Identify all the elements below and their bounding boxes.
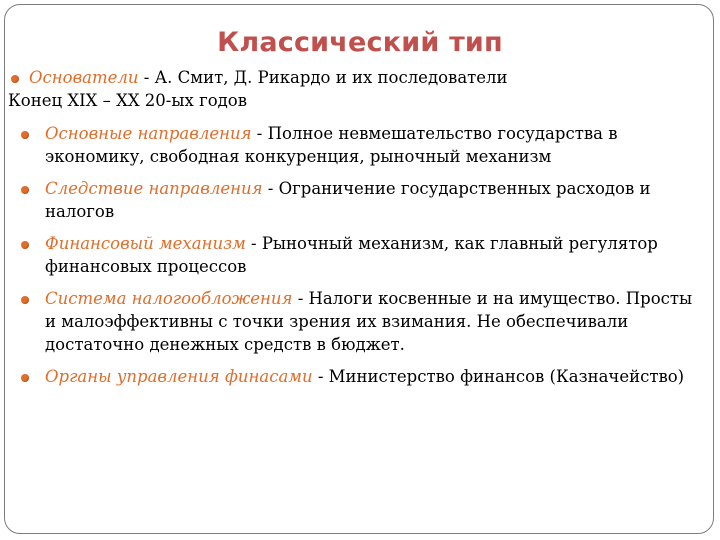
list-item xyxy=(8,232,708,278)
bullet-icon xyxy=(11,75,19,83)
item-text: - А. Смит, Д. Рикардо и их последователи xyxy=(138,68,508,87)
bullet-icon xyxy=(21,131,29,139)
item-term: Органы управления финасами xyxy=(45,367,313,386)
item-text: - Полное невмешательство государства в экономику, свободная конкуренция, рыночный механизм xyxy=(45,124,618,166)
item-term: Основатели xyxy=(29,68,139,87)
item-term: Основные направления xyxy=(45,124,252,143)
slide-content xyxy=(8,66,708,388)
item-term: Следствие направления xyxy=(45,179,263,198)
bullet-icon xyxy=(21,296,29,304)
item-text: - Рыночный механизм, как главный регулятор финансовых процессов xyxy=(45,234,658,276)
list-item-founders xyxy=(8,66,708,89)
list-item xyxy=(8,287,708,356)
item-term: Финансовый механизм xyxy=(45,234,246,253)
slide-title: Классический тип xyxy=(217,27,503,58)
period-line: Конец XIX – XX 20-ых годов xyxy=(8,91,248,110)
bullet-icon xyxy=(21,374,29,382)
list-item xyxy=(8,365,708,388)
list-item xyxy=(8,177,708,223)
bullet-icon xyxy=(21,186,29,194)
item-term: Система налогообложения xyxy=(45,289,293,308)
list-item xyxy=(8,122,708,168)
bullet-icon xyxy=(21,241,29,249)
item-text: - Налоги косвенные и на имущество. Просты и малоэффективны с точки зрения их взимания. Не обеспечивали достаточно денежных средств в бюджет. xyxy=(45,289,693,354)
item-text: - Министерство финансов (Казначейство) xyxy=(312,367,685,386)
item-text: - Ограничение государственных расходов и налогов xyxy=(45,179,651,221)
